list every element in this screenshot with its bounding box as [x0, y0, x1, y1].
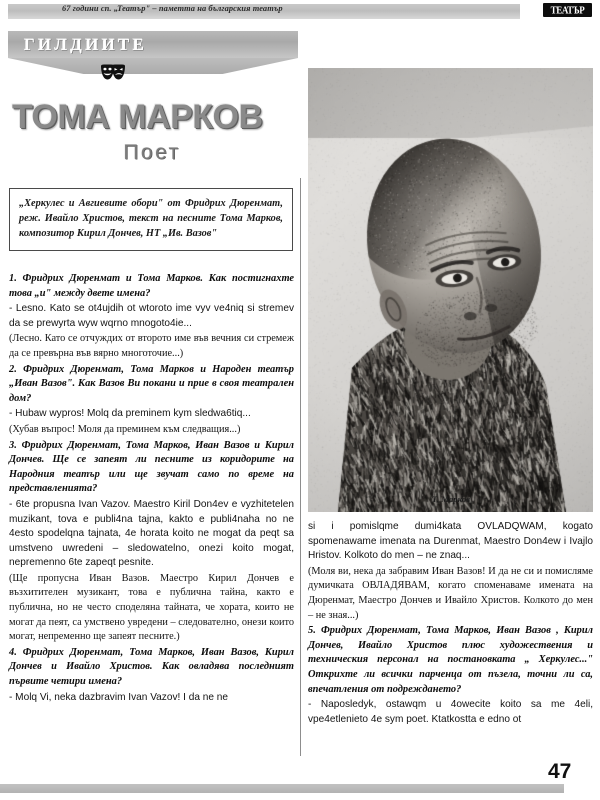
interview-question: 4. Фридрих Дюренмат, Тома Марков, Иван Вазов, Кирил Дончев и Ивайло Христов. Как овладява последният първите четири имена? — [9, 646, 294, 688]
interview-answer: - Lesno. Kato se ot4ujdih ot wtoroto ime vyv ve4niq si stremev da se prewyrta wyw wqrno mnogoto4ie... — [9, 303, 294, 329]
interview-question: 5. Фридрих Дюренмат, Тома Марков, Иван Вазов , Кирил Дончев, Ивайло Христов плюс художествения и техническия персонал на постановката „ Херкулес..." Открихте ли всички парченца от пъзела, точни ли са, впечатления от подреждането? — [308, 625, 593, 695]
magazine-logo-text: ТЕАТЪР — [550, 4, 585, 16]
interview-answer-cyrillic: (Моля ви, нека да забравим Иван Вазов! И да не си и помисляме думичката ОВЛАДЯВАМ, когато споменаваме имената на Дюренмат, Маестро Дончев и Ивайло Христов. Колкото до мен – не зная...) — [308, 565, 593, 621]
interview-answer: - Molq Vi, neka dazbravim Ivan Vazov! I da ne ne — [9, 691, 229, 703]
article-column-left — [9, 272, 294, 706]
interview-question: 3. Фридрих Дюренмат, Тома Марков, Иван Вазов и Кирил Дончев. Ще се запеят ли песните из коридорите на Народния театър или ще звучат само по време на представленията? — [9, 439, 294, 495]
theater-masks-icon — [99, 64, 127, 81]
interview-answer: - Hubaw wypros! Molq da preminem kym sledwa6tiq... — [9, 408, 251, 420]
lead-box — [9, 188, 293, 251]
column-divider — [300, 178, 301, 756]
portrait-photo-canvas — [308, 68, 593, 512]
running-head-text: 67 години сп. „Театър" – паметта на българския театър — [62, 4, 283, 13]
interview-question: 1. Фридрих Дюренмат и Тома Марков. Как постигнахте това „и" между двете имена? — [9, 273, 294, 299]
lead-text: „Херкулес и Авгиевите обори" от Фридрих Дюренмат, реж. Ивайло Христов, текст на песните Тома Марков, композитор Кирил Дончев, НТ „Ив. Вазов" — [19, 198, 283, 240]
page-subtitle: Поет — [123, 141, 181, 164]
page-title: ТОМА МАРКОВ — [12, 98, 263, 136]
interview-answer: - Naposledyk, ostawqm u 4owecite koito sa me 4eli, vpe4etlenieto 4e sym poet. Ktatkostta e edno ot — [308, 699, 593, 725]
interview-answer-cyrillic: (Ще пропусна Иван Вазов. Маестро Кирил Дончев е възхитителен музикант, това е публична тайна, както е публична, но не често споделяна тайната, че хората, които не могат да пеят, са умствено увредени – следователно, онези които могат, непременно ще запеят песните.) — [9, 572, 294, 643]
interview-answer-cyrillic: (Хубав въпрос! Моля да преминем към следващия...) — [9, 423, 241, 435]
section-banner-tail — [8, 58, 298, 74]
interview-answer: si i pomislqme dumi4kata OVLADQWAM, kogato spomenawame imenata na Durenmat, Maestro Don4ew i Ivajlo Hristov. Kolkoto do men – ne znaq... — [308, 521, 593, 562]
interview-question: 2. Фридрих Дюренмат, Тома Марков и Народен театър „Иван Вазов". Как Вазов Ви покани и прие в своя театрален дом? — [9, 363, 294, 404]
footer-bar — [0, 784, 564, 793]
interview-answer-cyrillic: (Лесно. Като се отчуждих от второто име във вечния си стремеж да се превърна във вярно многоточие...) — [9, 333, 294, 359]
magazine-logo — [543, 3, 592, 17]
interview-answer: - 6te propusna Ivan Vazov. Maestro Kiril Don4ev e vyzhitetelen muzikant, tova e publi4na tajna, kakto e publi4naha no ne 4esto spodelqna tajnata, 4e horata koito ne mogat da peqt sa umstveno uwredeni – sledowatelno, onezi koito mogat, nepremenno 6te zapeqt pesnite. — [9, 498, 294, 569]
article-column-right — [308, 520, 593, 728]
portrait-photo — [308, 68, 593, 512]
section-banner-label: ГИЛДИИТЕ — [24, 35, 148, 54]
page-number: 47 — [548, 760, 572, 783]
photo-caption: Т. Марков — [431, 494, 471, 504]
